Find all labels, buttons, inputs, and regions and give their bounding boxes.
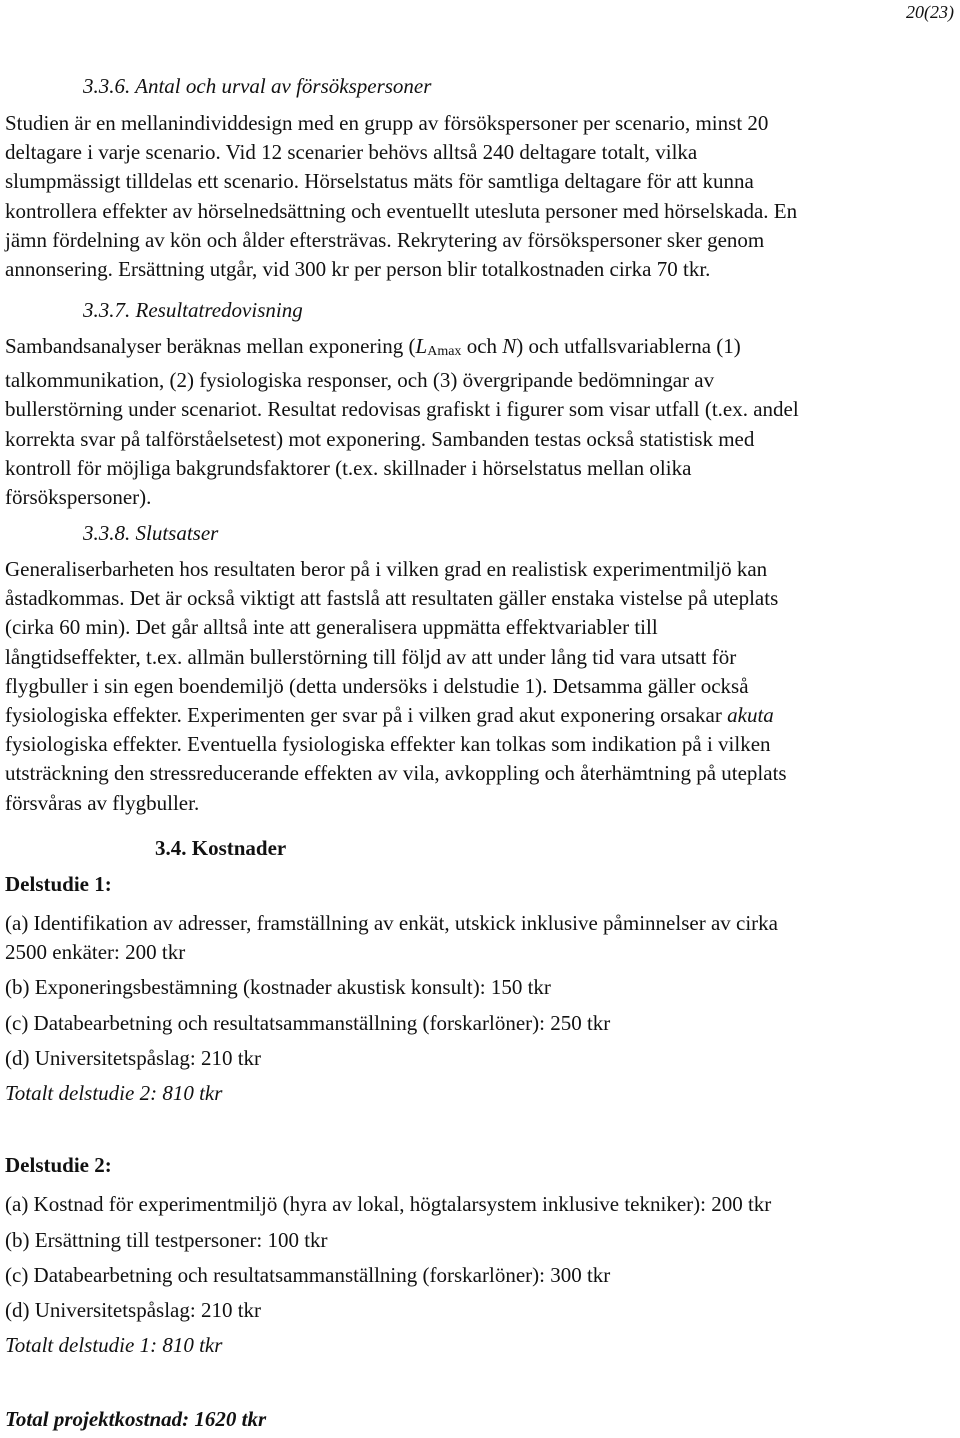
symbol-N: N [502, 334, 517, 358]
paragraph-3-3-8 [5, 555, 787, 818]
delstudie-1-item-b: (b) Exponeringsbestämning (kostnader akustisk konsult): 150 tkr [5, 975, 551, 999]
subscript-amax: Amax [427, 344, 462, 359]
section-heading-3-3-8: 3.3.8. Slutsatser [83, 521, 219, 545]
text-line: jämn fördelning av kön och ålder eftersträvas. Rekrytering av försökspersoner sker genom [5, 227, 765, 252]
grand-total: Total projektkostnad: 1620 tkr [5, 1407, 267, 1431]
delstudie-1-total: Totalt delstudie 2: 810 tkr [5, 1081, 223, 1105]
delstudie-2-item-a: (a) Kostnad för experimentmiljö (hyra av lokal, högtalarsystem inklusive tekniker): 200 tkr [5, 1192, 772, 1216]
text-line: flygbuller i sin egen boendemiljö (detta undersöks i delstudie 1). Detsamma gäller också [5, 673, 749, 698]
emphasis-akuta: akuta [727, 703, 774, 728]
text-line: åstadkommas. Det är också viktigt att fastslå att resultaten gäller enstaka vistelse på uteplats [5, 586, 779, 611]
symbol-L: L [415, 334, 428, 358]
section-heading-3-3-6: 3.3.6. Antal och urval av försökspersoner [83, 74, 432, 98]
text-line: bullerstörning under scenariot. Resultat redovisas grafiskt i figurer som visar utfall (t.ex. andel [5, 397, 799, 422]
text-fragment: Sambandsanalyser beräknas mellan exponering ( [5, 334, 416, 358]
text-line: korrekta svar på talförståelsetest) mot exponering. Sambanden testas också statistisk med [5, 426, 755, 451]
paragraph-3-3-7 [5, 332, 799, 512]
delstudie-2-item-d: (d) Universitetspåslag: 210 tkr [5, 1298, 262, 1322]
text-line: Studien är en mellanindividdesign med en grupp av försökspersoner per scenario, minst 20 [5, 111, 769, 135]
text-line: försvåras av flygbuller. [5, 790, 200, 815]
text-line: slumpmässigt tilldelas ett scenario. Hörselstatus mäts för samtliga deltagare för att kunna [5, 169, 754, 194]
text-line: fysiologiska effekter. Eventuella fysiologiska effekter kan tolkas som indikation på i vilken [5, 732, 771, 757]
delstudie-1-label: Delstudie 1: [5, 872, 112, 896]
text-line: försökspersoner). [5, 485, 152, 510]
text-fragment: och [461, 334, 503, 358]
section-heading-3-4: 3.4. Kostnader [155, 836, 287, 860]
text-line: deltagare i varje scenario. Vid 12 scenarier behövs alltså 240 deltagare totalt, vilka [5, 140, 698, 165]
text-line: kontroll för möjliga bakgrundsfaktorer (t.ex. skillnader i hörselstatus mellan olika [5, 455, 692, 480]
delstudie-1-item-a [5, 909, 778, 967]
delstudie-2-item-c: (c) Databearbetning och resultatsammanställning (forskarlöner): 300 tkr [5, 1263, 611, 1287]
text-line-with-emphasis [5, 701, 787, 730]
delstudie-1-item-d: (d) Universitetspåslag: 210 tkr [5, 1046, 262, 1070]
text-line: långtidseffekter, t.ex. allmän bullerstörning till följd av att under lång tid vara utsatt för [5, 644, 737, 669]
text-line: talkommunikation, (2) fysiologiska responser, och (3) övergripande bedömningar av [5, 368, 715, 393]
delstudie-2-total: Totalt delstudie 1: 810 tkr [5, 1333, 223, 1357]
text-line: (cirka 60 min). Det går alltså inte att generalisera uppmätta effektvariabler till [5, 615, 658, 640]
text-line: utsträckning den stressreducerande effekten av vila, avkoppling och återhämtning på uteplats [5, 761, 787, 786]
delstudie-2-label: Delstudie 2: [5, 1153, 112, 1177]
text-line: 2500 enkäter: 200 tkr [5, 940, 186, 964]
page-number: 20(23) [906, 2, 954, 22]
section-heading-3-3-7: 3.3.7. Resultatredovisning [83, 298, 303, 322]
text-fragment: ) och utfallsvariablerna (1) [516, 334, 741, 358]
paragraph-3-3-6 [5, 109, 797, 284]
text-fragment: fysiologiska effekter. Experimenten ger svar på i vilken grad akut exponering orsakar [5, 703, 728, 728]
text-line: (a) Identifikation av adresser, framställning av enkät, utskick inklusive påminnelser av cirka [5, 911, 778, 935]
delstudie-1-item-c: (c) Databearbetning och resultatsammanställning (forskarlöner): 250 tkr [5, 1011, 611, 1035]
text-line: Generaliserbarheten hos resultaten beror på i vilken grad en realistisk experimentmiljö kan [5, 557, 768, 581]
text-line: annonsering. Ersättning utgår, vid 300 kr per person blir totalkostnaden cirka 70 tkr. [5, 257, 711, 282]
text-line-with-formula [5, 332, 799, 366]
text-line: kontrollera effekter av hörselnedsättning och eventuellt utesluta personer med hörselskada. En [5, 198, 798, 223]
delstudie-2-item-b: (b) Ersättning till testpersoner: 100 tkr [5, 1228, 328, 1252]
